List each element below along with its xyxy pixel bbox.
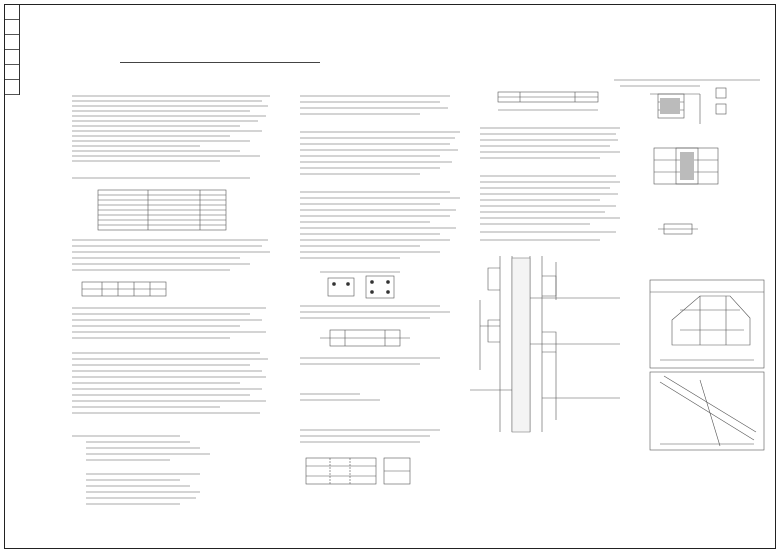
load-table xyxy=(98,190,226,230)
small-table xyxy=(82,282,166,296)
gz-tie-detail xyxy=(470,256,620,432)
opening-detail xyxy=(320,330,410,346)
post-pour-band-detail xyxy=(306,458,410,484)
far-right-notes-lines xyxy=(614,80,760,86)
small-ring-detail xyxy=(658,224,698,234)
beam-strip-detail xyxy=(498,92,598,110)
lintel-section-details xyxy=(320,272,400,298)
right-notes-lines xyxy=(480,128,620,240)
seismic-notes-lines xyxy=(72,436,210,504)
diagonal-rebar-detail xyxy=(650,372,764,450)
middle-notes-lines-top xyxy=(300,96,460,258)
construction-notes-lines xyxy=(72,308,266,338)
middle-notes-lines-bottom xyxy=(300,358,440,442)
general-notes-lines xyxy=(72,96,270,178)
load-notes-lines xyxy=(72,240,270,270)
middle-notes-lines-lower xyxy=(300,306,450,318)
corner-reinforcement-detail xyxy=(650,280,764,368)
foundation-notes-lines xyxy=(72,353,268,413)
